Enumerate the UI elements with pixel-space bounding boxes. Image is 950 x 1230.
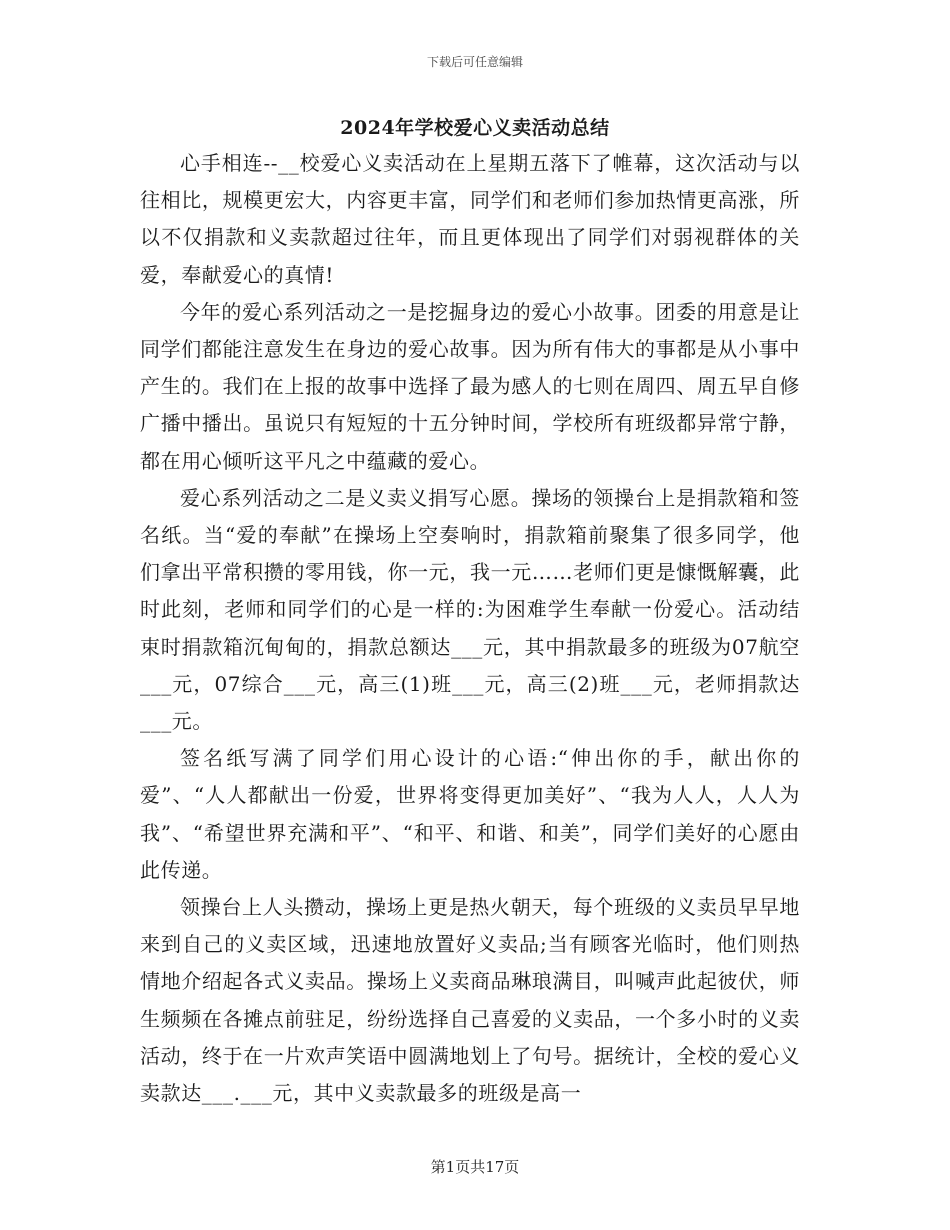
page-number: 第1页共17页 <box>430 1158 520 1176</box>
paragraph-wishes: 签名纸写满了同学们用心设计的心语:“伸出你的手，献出你的爱”、“人人都献出一份爱，世界将变得更加美好”、“我为人人，人人为我”、“希望世界充满和平”、“和平、和谐、和美”，同学们美好的心愿由此传递。 <box>140 746 800 882</box>
paragraph-stories: 今年的爱心系列活动之一是挖掘身边的爱心小故事。团委的用意是让同学们都能注意发生在身边的爱心故事。因为所有伟大的事都是从小事中产生的。我们在上报的故事中选择了最为感人的七则在周四、周五早自修广播中播出。虽说只有短短的十五分钟时间，学校所有班级都异常宁静，都在用心倾听这平凡之中蕴藏的爱心。 <box>140 299 800 473</box>
paragraph-charity-sale: 领操台上人头攒动，操场上更是热火朝天，每个班级的义卖员早早地来到自己的义卖区域，迅速地放置好义卖品;当有顾客光临时，他们则热情地介绍起各式义卖品。操场上义卖商品琳琅满目，叫喊声此起彼伏，师生频频在各摊点前驻足，纷纷选择自己喜爱的义卖品，一个多小时的义卖活动，终于在一片欢声笑语中圆满地划上了句号。据统计，全校的爱心义卖款达___.___元，其中义卖款最多的班级是高一 <box>140 895 800 1106</box>
header-note: 下载后可任意编辑 <box>426 55 523 69</box>
document-title: 2024年学校爱心义卖活动总结 <box>340 117 610 139</box>
paragraph-donations: 爱心系列活动之二是义卖义捐写心愿。操场的领操台上是捐款箱和签名纸。当“爱的奉献”在操场上空奏响时，捐款箱前聚集了很多同学，他们拿出平常积攒的零用钱，你一元，我一元……老师们更是慷慨解囊，此时此刻，老师和同学们的心是一样的:为困难学生奉献一份爱心。活动结束时捐款箱沉甸甸的，捐款总额达___元，其中捐款最多的班级为07航空___元，07综合___元，高三(1)班___元，高三(2)班___元，老师捐款达___元。 <box>140 485 800 734</box>
paragraph-intro: 心手相连--__校爱心义卖活动在上星期五落下了帷幕，这次活动与以往相比，规模更宏大，内容更丰富，同学们和老师们参加热情更高涨，所以不仅捐款和义卖款超过往年，而且更体现出了同学们对弱视群体的关爱，奉献爱心的真情! <box>140 151 800 287</box>
document-body <box>140 145 800 1112</box>
